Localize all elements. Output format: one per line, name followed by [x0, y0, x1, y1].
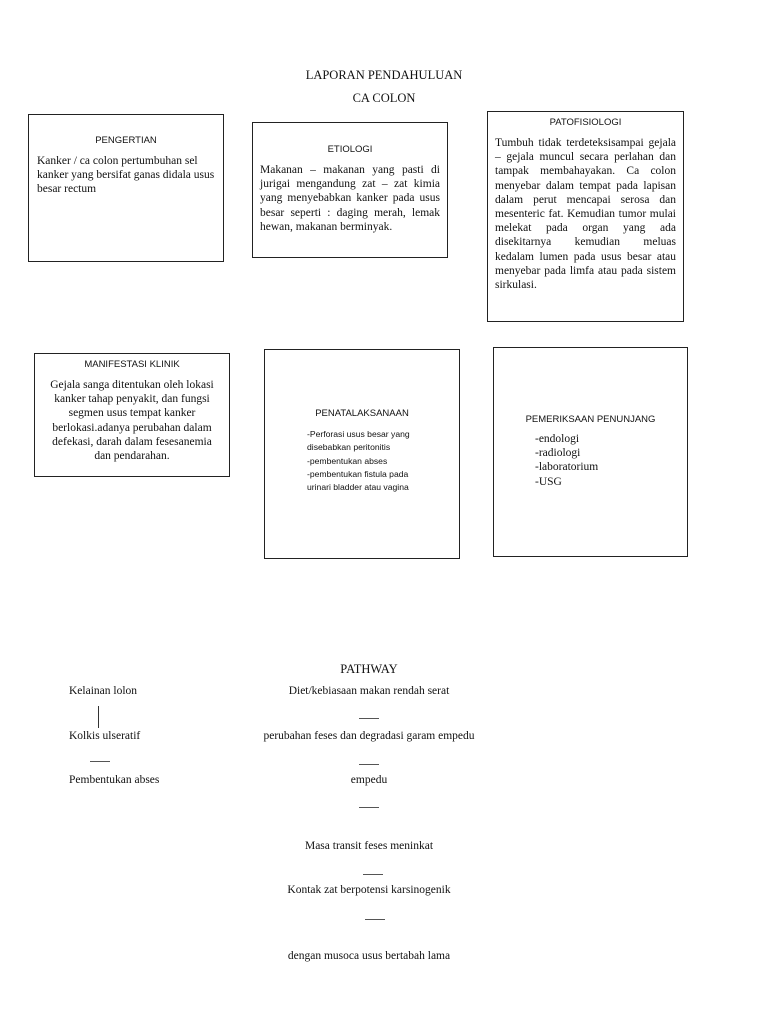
pengertian-heading: PENGERTIAN	[95, 135, 157, 146]
pathway-center-step: Diet/kebiasaan makan rendah serat	[288, 685, 450, 697]
pathway-left-step: Pembentukan abses	[69, 774, 160, 786]
pemeriksaan-item: -endologi	[535, 433, 580, 445]
penatalaksanaan-item: -pembentukan abses	[307, 455, 388, 466]
etiologi-box	[252, 122, 448, 258]
pathway-center-step: Masa transit feses meninkat	[304, 840, 434, 852]
pengertian-text: Kanker / ca colon pertumbuhan sel kanker yang bersifat ganas didala usus besar rectum	[37, 155, 215, 196]
connector-dash	[363, 874, 383, 875]
penatalaksanaan-item: -pembentukan fistula pada	[307, 468, 409, 479]
pemeriksaan-heading: PEMERIKSAAN PENUNJANG	[525, 414, 656, 425]
connector-dash	[359, 718, 379, 719]
pathway-center-step: Kontak zat berpotensi karsinogenik	[287, 884, 451, 896]
page-subtitle: CA COLON	[352, 91, 416, 105]
manifestasi-text: Gejala sanga ditentukan oleh lokasi kanker tahap penyakit, dan fungsi segmen usus tempat kanker berlokasi.adanya perubahan dalam defekasi, darah dalam fesesanemia dan pendarahan.	[50, 379, 214, 463]
patofisiologi-text: Tumbuh tidak terdeteksisampai gejala – gejala muncul secara perlahan dan tampak membahayakan. Ca colon menyebar dalam tempat pada lapisan dalam perut mencapai serosa dan mesenteric fat. Kemudian tumor mulai melekat pada organ yang ada disekitarnya kemudian meluas kedalam lumen pada usus besar atau menyebar pada limfa atau pada sistem sirkulasi.	[495, 137, 676, 292]
manifestasi-heading: MANIFESTASI KLINIK	[84, 359, 180, 370]
etiologi-text: Makanan – makanan yang pasti di jurigai mengandung zat – zat kimia yang menyebabkan kanker pada usus besar seperti : daging merah, lemak hewan, makanan berminyak.	[260, 164, 440, 233]
patofisiologi-heading: PATOFISIOLOGI	[549, 117, 622, 128]
pathway-title: PATHWAY	[340, 662, 398, 676]
pemeriksaan-item: -laboratorium	[535, 461, 599, 474]
pathway-center-step: perubahan feses dan degradasi garam empedu	[263, 730, 475, 742]
penatalaksanaan-item: disebabkan peritonitis	[307, 442, 391, 453]
pemeriksaan-item: -USG	[535, 475, 562, 488]
connector-dash	[359, 807, 379, 808]
pemeriksaan-box	[493, 347, 688, 557]
penatalaksanaan-list	[307, 428, 459, 494]
connector-dash	[359, 764, 379, 765]
page-title: LAPORAN PENDAHULUAN	[305, 68, 463, 82]
pathway-left-step: Kolkis ulseratif	[69, 730, 141, 742]
pathway-left-step: Kelainan lolon	[69, 685, 138, 697]
penatalaksanaan-box	[264, 349, 460, 559]
etiologi-heading: ETIOLOGI	[327, 144, 373, 155]
pengertian-box	[28, 114, 224, 262]
connector-dash	[90, 761, 110, 762]
pemeriksaan-list	[535, 432, 687, 489]
pathway-center-step: dengan musoca usus bertabah lama	[287, 950, 451, 962]
connector-dash	[365, 919, 385, 920]
manifestasi-box	[34, 353, 230, 477]
penatalaksanaan-heading: PENATALAKSANAAN	[315, 408, 409, 419]
penatalaksanaan-item: -Perforasi usus besar yang	[307, 429, 410, 439]
pathway-center-step: empedu	[350, 774, 388, 786]
penatalaksanaan-item: urinari bladder atau vagina	[307, 482, 409, 493]
pemeriksaan-item: -radiologi	[535, 447, 581, 460]
patofisiologi-box	[487, 111, 684, 322]
connector-line	[98, 706, 99, 728]
